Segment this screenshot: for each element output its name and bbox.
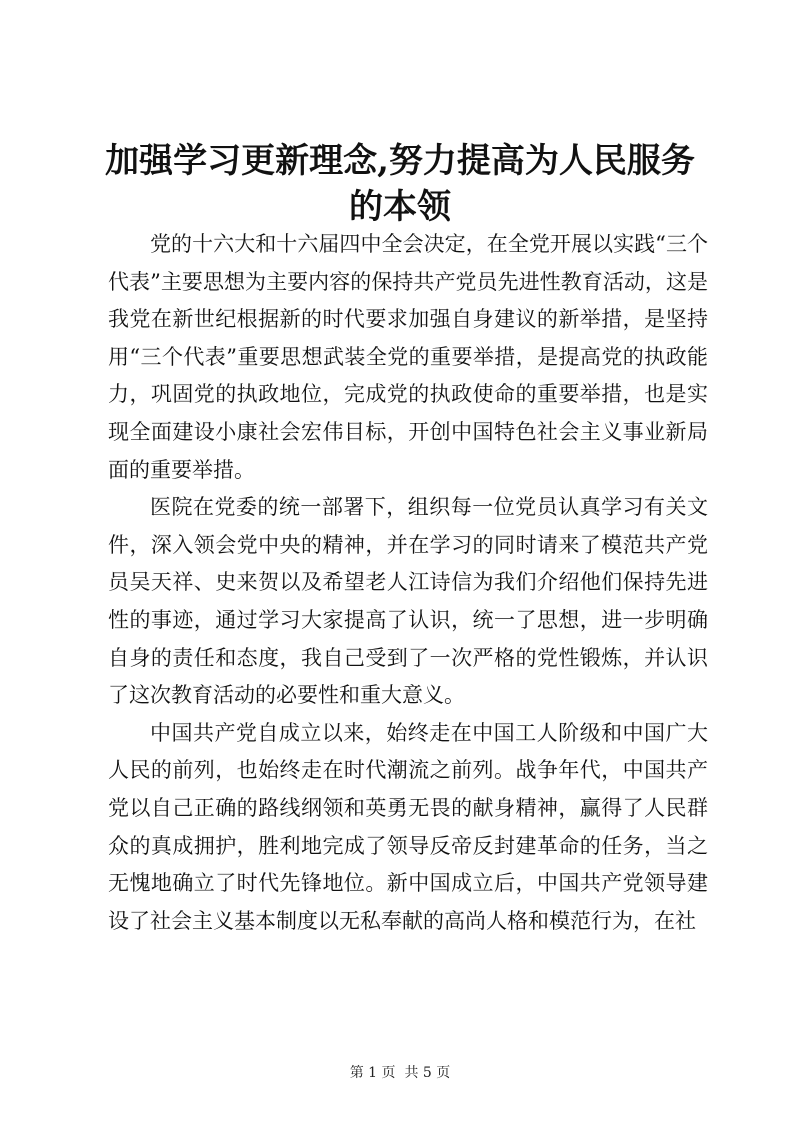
page-footer [0, 1063, 800, 1083]
paragraph-3: 中国共产党自成立以来，始终走在中国工人阶级和中国广大人民的前列，也始终走在时代潮流之前列。战争年代，中国共产党以自己正确的路线纲领和英勇无畏的献身精神，赢得了人民群众的真成拥护，胜利地完成了领导反帝反封建革命的任务，当之无愧地确立了时代先锋地位。新中国成立后，中国共产党领导建设了社会主义基本制度以无私奉献的高尚人格和模范行为，在社 [108, 720, 708, 933]
document-title: 加强学习更新理念,努力提高为人民服务的本领 [105, 141, 695, 227]
paragraph-1: 党的十六大和十六届四中全会决定，在全党开展以实践“三个代表”主要思想为主要内容的保持共产党员先进性教育活动，这是我党在新世纪根据新的时代要求加强自身建议的新举措，是坚持用“三个代表”重要思想武装全党的重要举措，是提高党的执政能力，巩固党的执政地位，完成党的执政使命的重要举措，也是实现全面建设小康社会宏伟目标，开创中国特色社会主义事业新局面的重要举措。 [108, 232, 708, 482]
document-body [108, 226, 708, 940]
page-number-label: 第 1 页 共 5 页 [349, 1065, 451, 1081]
paragraph-2: 医院在党委的统一部署下，组织每一位党员认真学习有关文件，深入领会党中央的精神，并在学习的同时请来了模范共产党员吴天祥、史来贺以及希望老人江诗信为我们介绍他们保持先进性的事迹，通过学习大家提高了认识，统一了思想，进一步明确自身的责任和态度，我自己受到了一次严格的党性锻炼，并认识了这次教育活动的必要性和重大意义。 [108, 495, 708, 708]
